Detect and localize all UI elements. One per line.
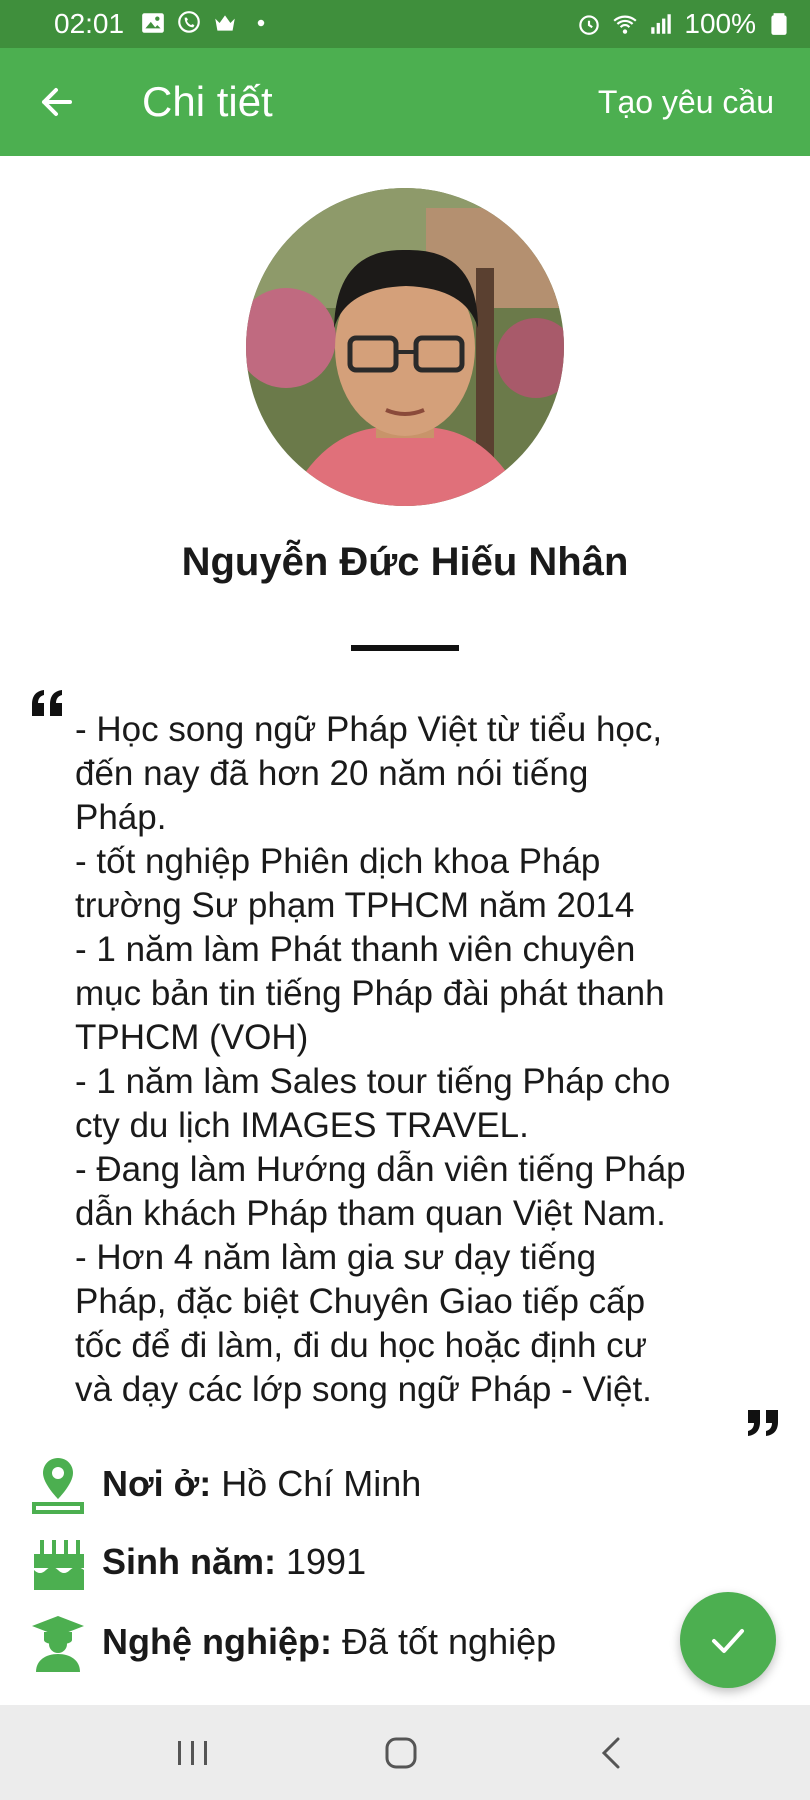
recents-icon[interactable]: [168, 1731, 218, 1775]
avatar: [246, 188, 564, 506]
check-icon: [706, 1618, 750, 1662]
image-icon: [140, 10, 166, 36]
info-row-occupation: [30, 1612, 630, 1672]
wifi-icon: [612, 11, 638, 37]
bio-text: - Học song ngữ Pháp Việt từ tiểu học, đến nay đã hơn 20 năm nói tiếng Pháp. - tốt nghiệp Phiên dịch khoa Pháp trường Sư phạm TPHCM năm 2014 - 1 năm làm Phát thanh viên chuyên mục bản tin tiếng Pháp đài phát thanh TPHCM (VOH) - 1 năm làm Sales tour tiếng Pháp cho cty du lịch IMAGES TRAVEL. - Đang làm Hướng dẫn viên tiếng Pháp dẫn khách Pháp tham quan Việt Nam. - Hơn 4 năm làm gia sư dạy tiếng Pháp, đặc biệt Chuyên Giao tiếp cấp tốc để đi làm, đi du học hoặc định cư và dạy các lớp song ngữ Pháp - Việt.: [75, 710, 686, 1409]
info-label: Nghệ nghiệp:: [102, 1621, 332, 1662]
info-value: Đã tốt nghiệp: [341, 1621, 557, 1662]
info-value: Hồ Chí Minh: [221, 1463, 422, 1504]
battery-icon: [766, 11, 792, 37]
page-title: Chi tiết: [142, 78, 273, 125]
confirm-button[interactable]: [680, 1592, 776, 1688]
location-pin-icon: [30, 1454, 86, 1514]
battery-percent: 100%: [684, 8, 756, 39]
quote-close-icon: [746, 1408, 780, 1438]
graduate-icon: [30, 1612, 86, 1672]
create-request-button[interactable]: Tạo yêu cầu: [597, 84, 774, 120]
info-value: 1991: [286, 1541, 367, 1582]
profile-name: Nguyễn Đức Hiếu Nhân: [181, 540, 629, 584]
home-icon[interactable]: [376, 1731, 426, 1775]
status-bar: [0, 0, 810, 48]
alarm-icon: [576, 11, 602, 37]
info-label: Nơi ở:: [102, 1463, 212, 1504]
signal-icon: [648, 11, 674, 37]
viber-icon: [176, 10, 202, 36]
crown-icon: [212, 10, 238, 36]
arrow-left-icon[interactable]: [30, 74, 86, 130]
back-nav-icon[interactable]: [588, 1731, 638, 1775]
system-nav-bar: [0, 1705, 810, 1800]
quote-open-icon: [30, 688, 64, 718]
info-label: Sinh năm:: [102, 1541, 277, 1582]
dot-icon: [248, 10, 274, 36]
status-time: 02:01: [54, 8, 125, 39]
birthday-cake-icon: [30, 1532, 86, 1592]
info-row-location: [30, 1454, 630, 1514]
app-bar: [0, 48, 810, 156]
info-row-birth-year: [30, 1532, 630, 1592]
divider: [351, 645, 459, 651]
